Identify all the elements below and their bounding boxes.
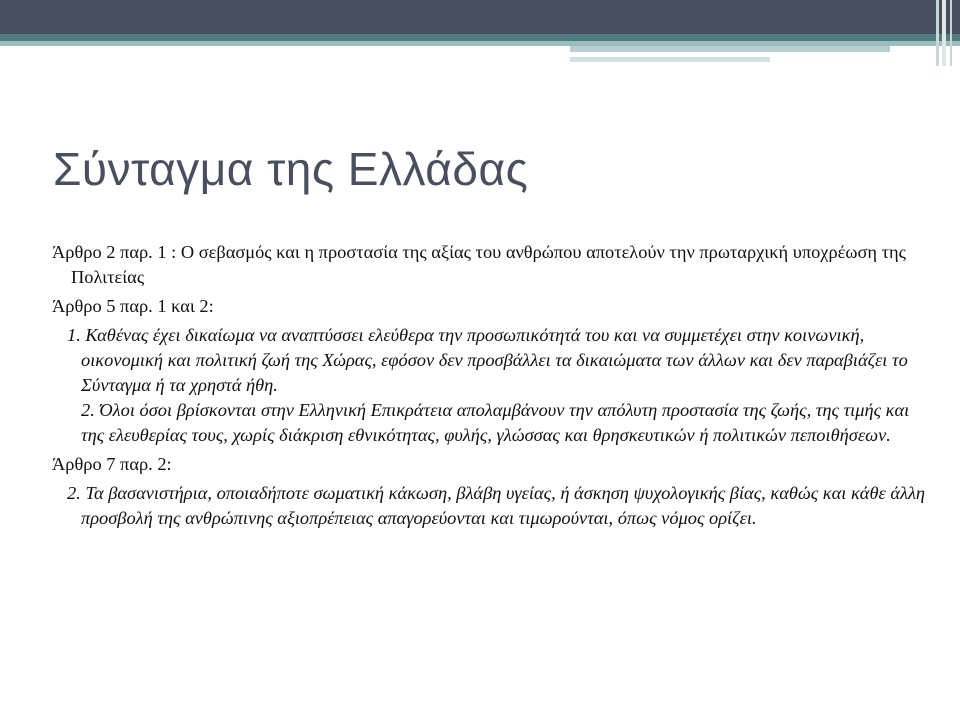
decorative-vertical-line (950, 0, 952, 66)
article-7-paragraph-2: 2. Τα βασανιστήρια, οποιαδήποτε σωματική κάκωση, βλάβη υγείας, ή άσκηση ψυχολογικής βίας, καθώς και κάθε άλλη προσβολή της ανθρώπινης αξιοπρέπειας απαγορεύονται και τιμωρούνται, όπως νόμος ορίζει. (67, 483, 926, 528)
slide-title: Σύνταγμα της Ελλάδας (53, 143, 529, 195)
decorative-vertical-line (942, 0, 946, 66)
header-bar (0, 0, 960, 34)
article-5-quote (52, 323, 932, 448)
slide-content (52, 240, 932, 535)
decorative-vertical-line (936, 0, 939, 66)
accent-band (0, 34, 960, 41)
article-5-paragraph-2: 2. Όλοι όσοι βρίσκονται στην Ελληνική Επικράτεια απολαμβάνουν την απόλυτη προστασία της ζωής, της τιμής και της ελευθερίας τους, χωρίς διάκριση εθνικότητας, φυλής, γλώσσας και θρησκευτικών ή πολιτικών πεποιθήσεων. (81, 400, 910, 445)
accent-strip (570, 46, 890, 52)
article-7-quote (52, 481, 932, 531)
article-7-heading: Άρθρο 7 παρ. 2: (52, 454, 172, 474)
accent-strip-secondary (570, 57, 770, 62)
article-5-paragraph-1: 1. Καθένας έχει δικαίωμα να αναπτύσσει ελεύθερα την προσωπικότητά του και να συμμετέχει στην κοινωνική, οικονομική και πολιτική ζωή της Χώρας, εφόσον δεν προσβάλλει τα δικαιώματα των άλλων και δεν παραβιάζει το Σύνταγμα ή τα χρηστά ήθη. (67, 325, 908, 395)
article-5-heading: Άρθρο 5 παρ. 1 και 2: (52, 296, 214, 316)
article-2-text: Άρθρο 2 παρ. 1 : Ο σεβασμός και η προστασία της αξίας του ανθρώπου αποτελούν την πρωταρχική υποχρέωση της Πολιτείας (52, 242, 906, 287)
